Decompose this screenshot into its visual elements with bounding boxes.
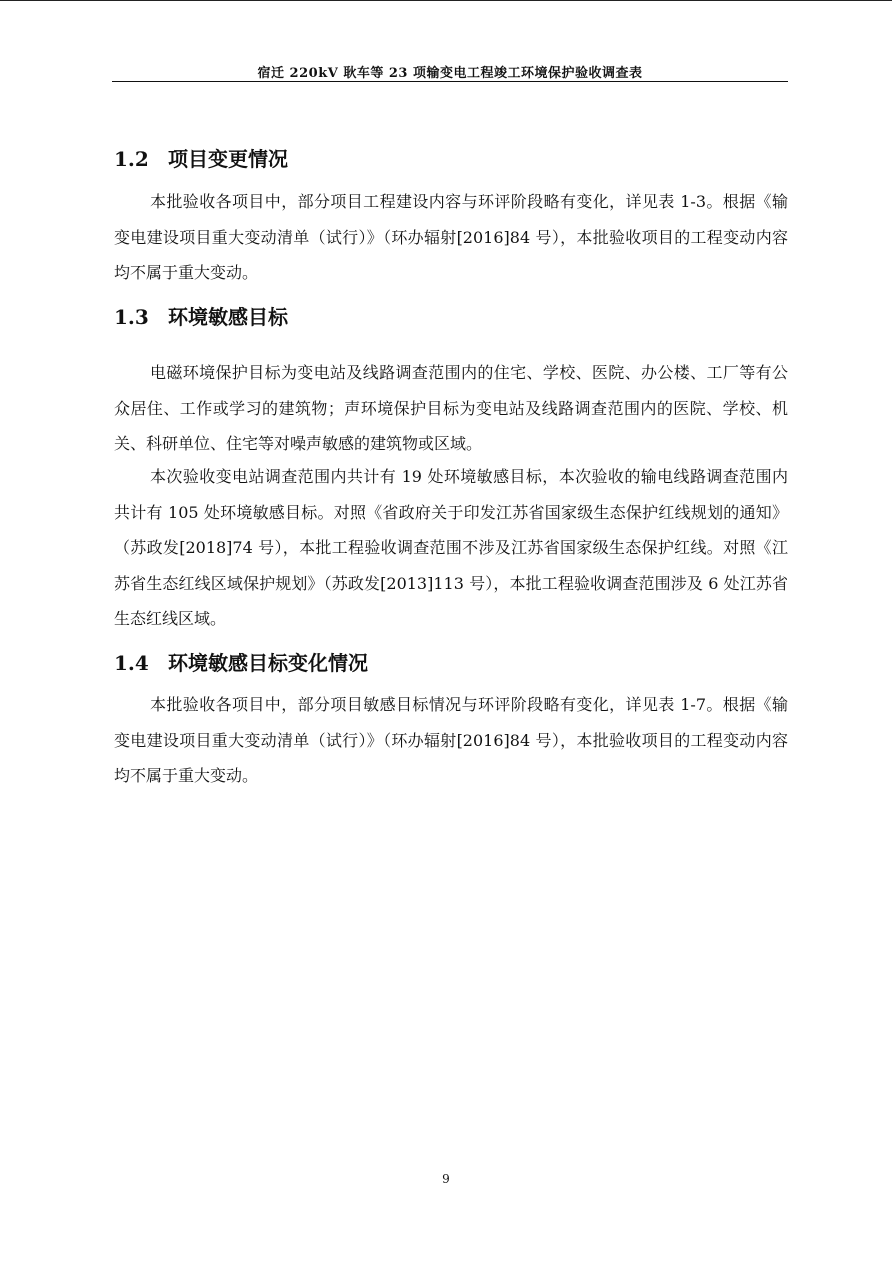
page-number: 9 bbox=[442, 1172, 450, 1186]
section-1-3-paragraph-1: 电磁环境保护目标为变电站及线路调查范围内的住宅、学校、医院、办公楼、工厂等有公众居住、工作或学习的建筑物；声环境保护目标为变电站及线路调查范围内的医院、学校、机关、科研单位、住宅等对噪声敏感的建筑物或区域。 bbox=[114, 363, 788, 453]
section-number: 1.4 bbox=[114, 651, 149, 675]
section-title: 项目变更情况 bbox=[168, 147, 288, 171]
section-number: 1.3 bbox=[114, 305, 149, 329]
section-number: 1.2 bbox=[114, 147, 149, 171]
header-rule bbox=[112, 81, 788, 82]
section-title: 环境敏感目标变化情况 bbox=[168, 651, 368, 675]
section-1-3-paragraph-2: 本次验收变电站调查范围内共计有 19 处环境敏感目标，本次验收的输电线路调查范围内共计有 105 处环境敏感目标。对照《省政府关于印发江苏省国家级生态保护红线规划的通知》（苏政发[2018]74 号），本批工程验收调查范围不涉及江苏省国家级生态保护红线。对照《江苏省生态红线区域保护规划》（苏政发[2013]113 号），本批工程验收调查范围涉及 6 处江苏省生态红线区域。 bbox=[114, 467, 788, 628]
running-header-title: 宿迁 220kV 耿车等 23 项输变电工程竣工环境保护验收调查表 bbox=[257, 66, 643, 81]
section-heading-1-2 bbox=[114, 143, 288, 172]
section-1-4-paragraph-1: 本批验收各项目中，部分项目敏感目标情况与环评阶段略有变化，详见表 1-7。根据《输变电建设项目重大变动清单（试行）》（环办辐射[2016]84 号），本批验收项目的工程变动内容均不属于重大变动。 bbox=[114, 695, 788, 785]
section-1-2-paragraph-1: 本批验收各项目中，部分项目工程建设内容与环评阶段略有变化，详见表 1-3。根据《输变电建设项目重大变动清单（试行）》（环办辐射[2016]84 号），本批验收项目的工程变动内容均不属于重大变动。 bbox=[114, 192, 788, 282]
section-heading-1-3 bbox=[114, 301, 288, 330]
page-frame-top-border bbox=[0, 0, 892, 1]
section-title: 环境敏感目标 bbox=[168, 305, 288, 329]
section-heading-1-4 bbox=[114, 647, 368, 676]
